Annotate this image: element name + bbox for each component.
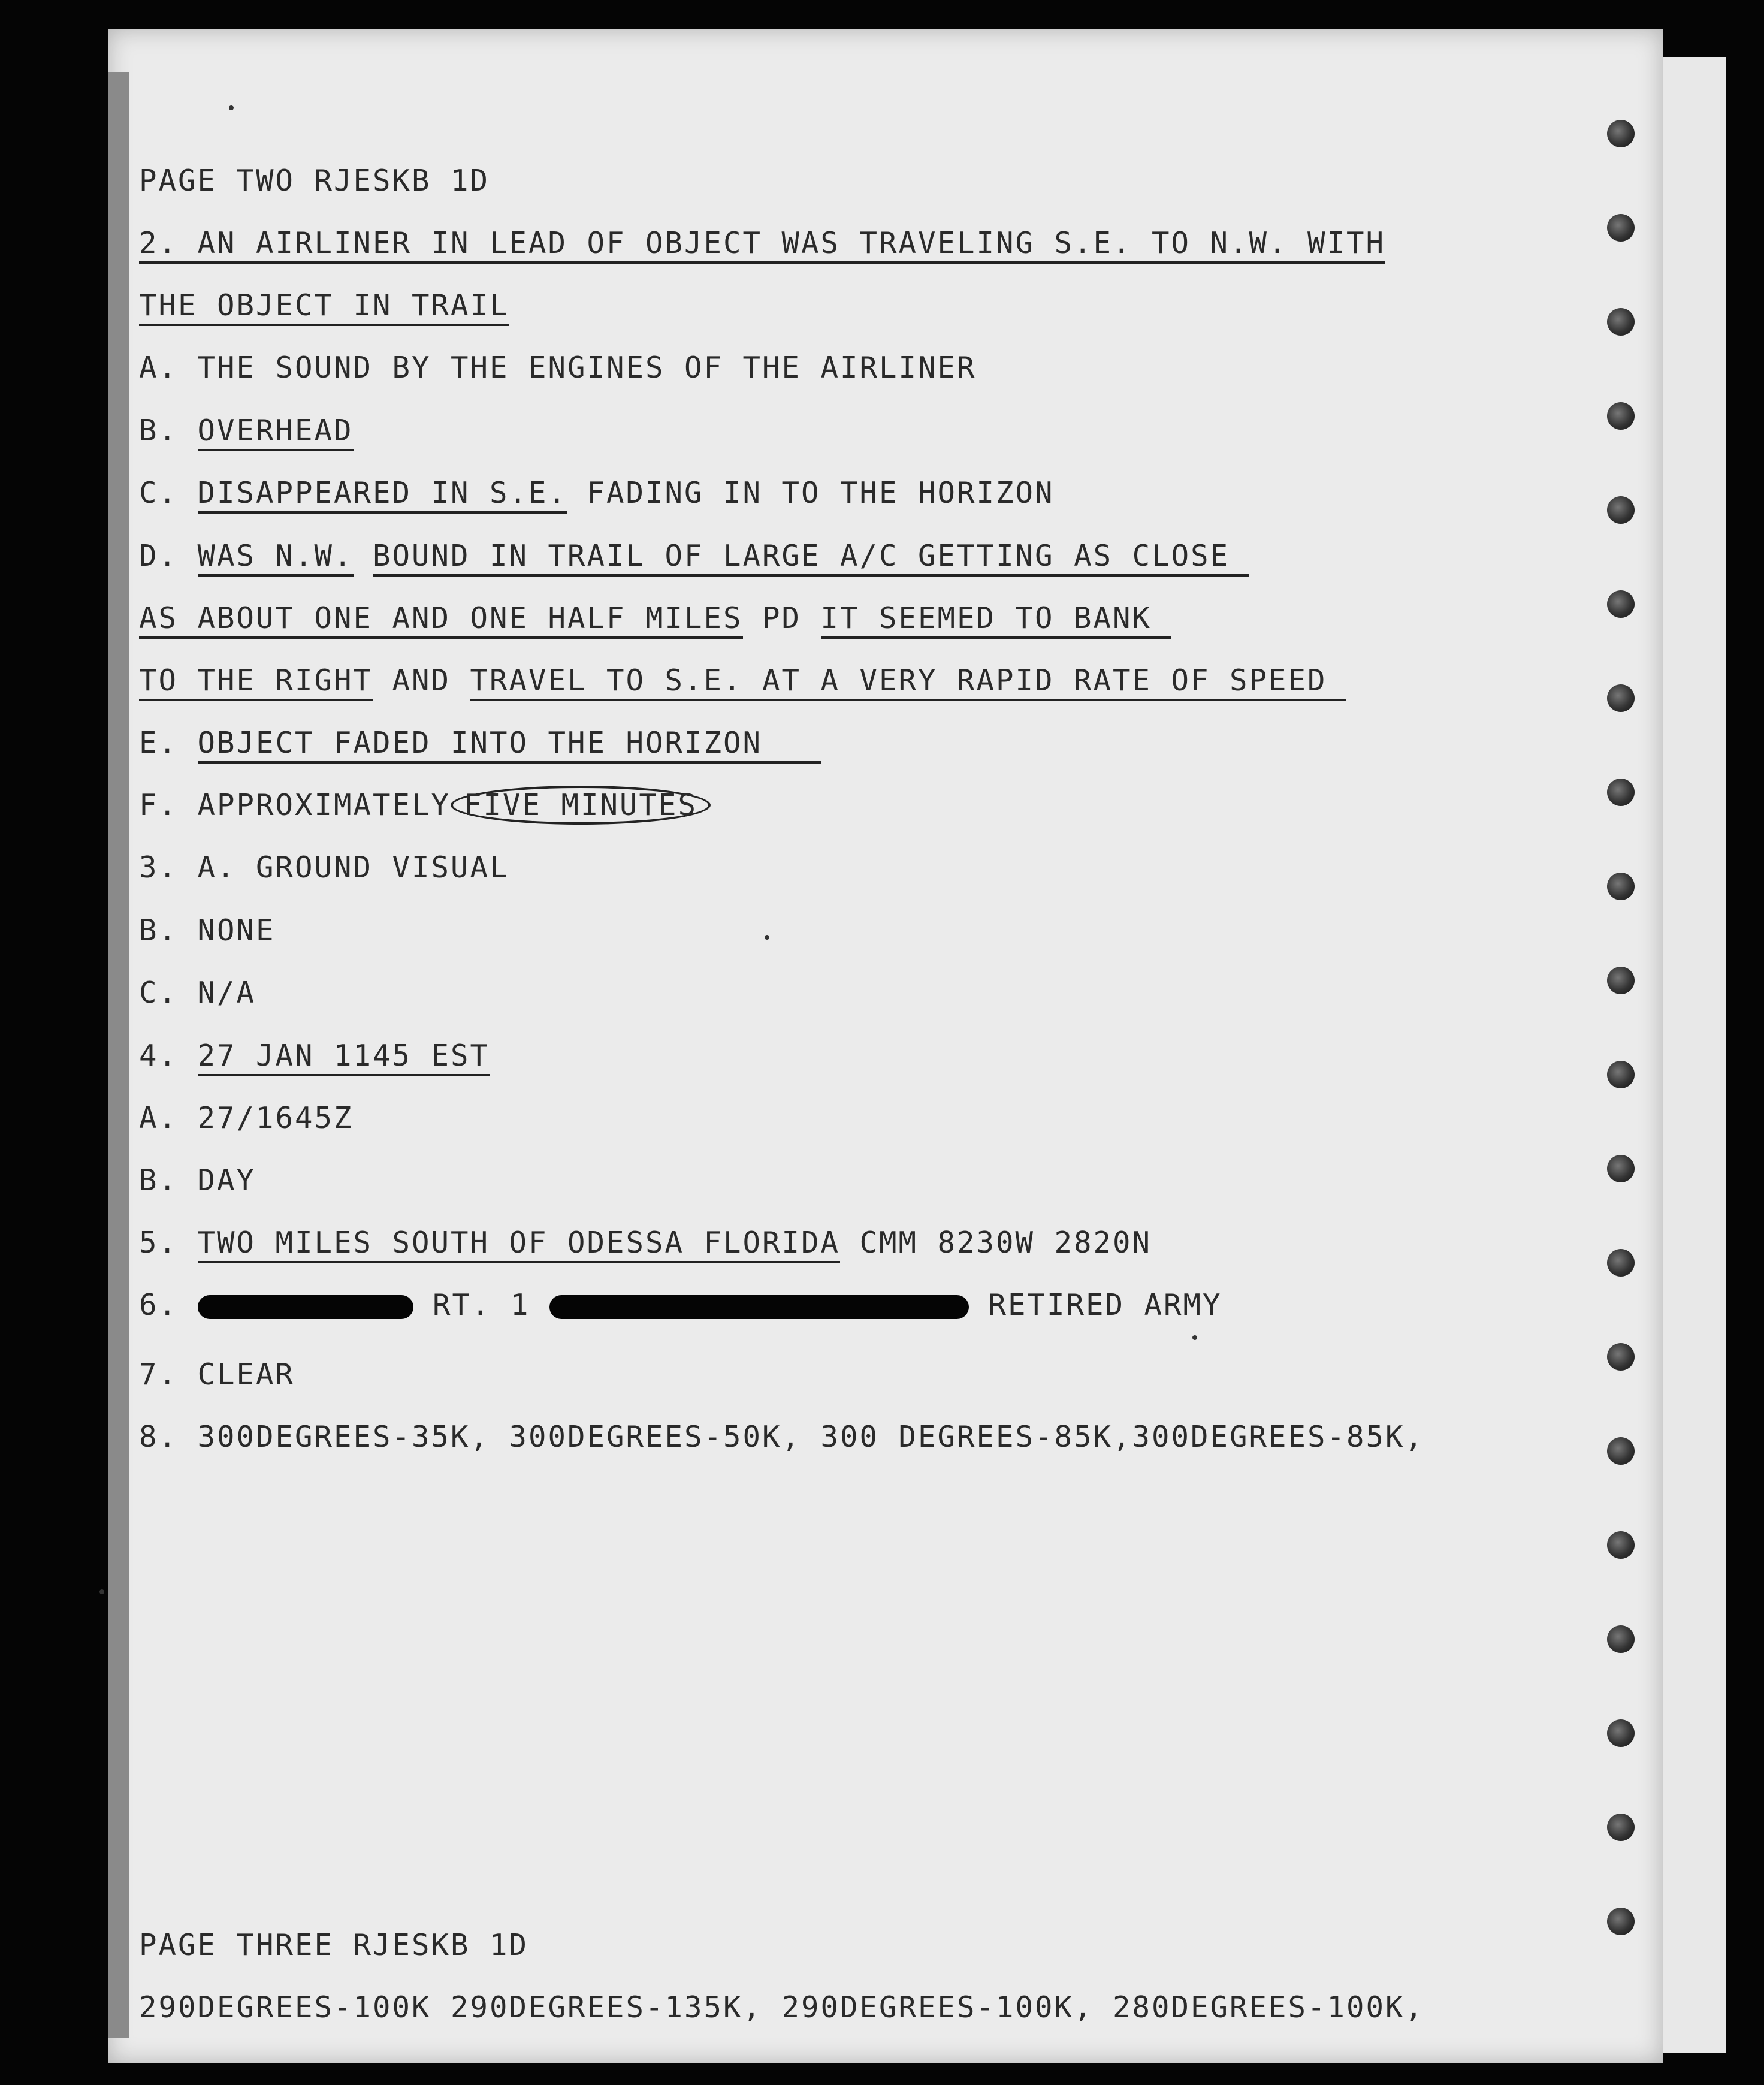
item-2c-prefix: C. (139, 476, 198, 510)
feed-hole (1607, 1719, 1635, 1747)
redaction-address (549, 1295, 969, 1319)
item-2-text: 2. AN AIRLINER IN LEAD OF OBJECT WAS TRAVELING S.E. TO N.W. WITH (139, 226, 1385, 264)
item-3b-line: B. NONE (139, 913, 276, 948)
item-4b-line: B. DAY (139, 1163, 256, 1197)
item-4a-line: A. 27/1645Z (139, 1101, 354, 1135)
item-4-underlined: 27 JAN 1145 EST (198, 1039, 490, 1076)
speck (1192, 1335, 1197, 1340)
feed-hole (1607, 779, 1635, 806)
item-2-line (139, 225, 1385, 261)
item-2d-underlined-2: BOUND IN TRAIL OF LARGE A/C GETTING AS CLOSE (373, 539, 1249, 577)
item-2-continuation-text: THE OBJECT IN TRAIL (139, 288, 509, 326)
item-2-continuation (139, 288, 509, 324)
feed-hole (1607, 1343, 1635, 1371)
item-2d-underlined-1: WAS N.W. (198, 539, 354, 577)
page-three-header: PAGE THREE RJESKB 1D (139, 1928, 529, 1962)
item-2e-line (139, 725, 821, 761)
item-5-underlined: TWO MILES SOUTH OF ODESSA FLORIDA (198, 1226, 841, 1263)
feed-hole (1607, 1155, 1635, 1182)
item-6-rest: RETIRED ARMY (969, 1288, 1222, 1322)
item-2d-continuation-1 (139, 601, 1171, 636)
item-2d-c2-middle: AND (373, 663, 470, 698)
feed-hole (1607, 402, 1635, 430)
feed-hole (1607, 496, 1635, 524)
feed-hole (1607, 1531, 1635, 1559)
item-5-rest: CMM 8230W 2820N (840, 1226, 1152, 1260)
feed-hole (1607, 590, 1635, 618)
item-2d-c1-underlined-2: IT SEEMED TO BANK (821, 601, 1171, 639)
item-6-prefix: 6. (139, 1288, 198, 1322)
item-2c-underlined: DISAPPEARED IN S.E. (198, 476, 568, 514)
item-2d-c1-underlined: AS ABOUT ONE AND ONE HALF MILES (139, 601, 743, 639)
item-6-line (139, 1287, 1222, 1323)
item-6-middle: RT. 1 (413, 1288, 550, 1322)
feed-hole (1607, 308, 1635, 336)
item-8-line: 8. 300DEGREES-35K, 300DEGREES-50K, 300 DEGREES-85K,300DEGREES-85K, (139, 1420, 1425, 1454)
item-2b-line (139, 413, 354, 449)
feed-hole (1607, 1908, 1635, 1935)
item-2d-c1-middle: PD (742, 601, 821, 635)
feed-hole (1607, 1249, 1635, 1277)
item-2e-underlined: OBJECT FADED INTO THE HORIZON (198, 726, 821, 764)
item-2d-prefix: D. (139, 539, 198, 573)
item-2b-prefix: B. (139, 414, 198, 448)
item-2a-line: A. THE SOUND BY THE ENGINES OF THE AIRLINER (139, 351, 977, 385)
item-4-line (139, 1038, 490, 1074)
item-5-prefix: 5. (139, 1226, 198, 1260)
feed-hole (1607, 873, 1635, 900)
item-3c-line: C. N/A (139, 976, 256, 1010)
item-2f-circled: FIVE MINUTES (451, 786, 711, 825)
item-7-line: 7. CLEAR (139, 1357, 295, 1392)
item-2d-continuation-2 (139, 663, 1346, 699)
item-2f-line (139, 787, 711, 823)
page-header: PAGE TWO RJESKB 1D (139, 164, 490, 198)
item-3a-line: 3. A. GROUND VISUAL (139, 850, 509, 885)
feed-hole (1607, 1814, 1635, 1841)
item-2c-rest: FADING IN TO THE HORIZON (567, 476, 1055, 510)
speck (229, 105, 234, 110)
speck (99, 1589, 104, 1594)
redaction-name (198, 1295, 413, 1319)
feed-hole (1607, 214, 1635, 242)
item-2d-line (139, 538, 1249, 574)
item-2b-underlined: OVERHEAD (198, 414, 354, 451)
item-5-line (139, 1225, 1152, 1261)
item-2f-prefix: F. APPROXIMATELY (139, 788, 451, 822)
feed-hole (1607, 1625, 1635, 1653)
feed-hole (1607, 1061, 1635, 1088)
item-2c-line (139, 475, 1055, 511)
speck (765, 935, 769, 940)
item-2d-c2-underlined-2: TRAVEL TO S.E. AT A VERY RAPID RATE OF SPEED (470, 663, 1347, 701)
item-2d-space (354, 539, 373, 573)
item-2d-c2-underlined: TO THE RIGHT (139, 663, 373, 701)
page-three-continuation: 290DEGREES-100K 290DEGREES-135K, 290DEGREES-100K, 280DEGREES-100K, (139, 1990, 1425, 2024)
feed-hole (1607, 967, 1635, 994)
tractor-feed-holes (1594, 120, 1648, 2038)
page-shadow-edge (108, 72, 129, 2038)
item-2e-prefix: E. (139, 726, 198, 760)
feed-hole (1607, 1437, 1635, 1465)
item-4-prefix: 4. (139, 1039, 198, 1073)
feed-hole (1607, 684, 1635, 712)
feed-hole (1607, 120, 1635, 147)
